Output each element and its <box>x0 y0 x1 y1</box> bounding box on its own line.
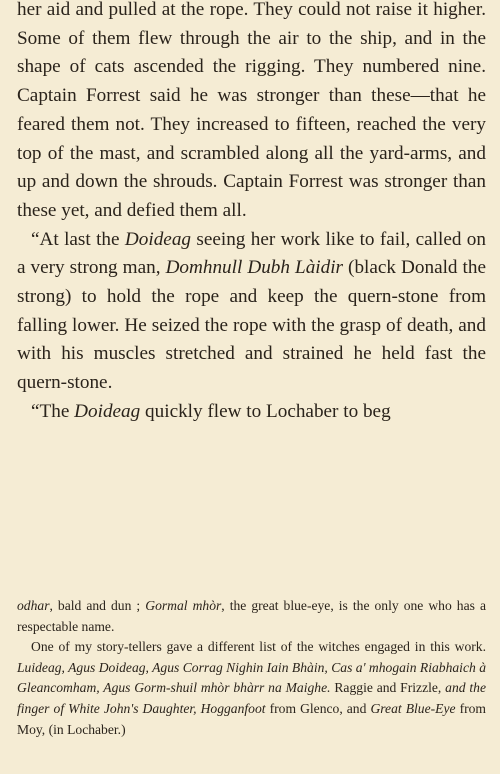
paragraph-2-text-a: “At last the <box>31 228 125 250</box>
paragraph-2-text-b: seeing her work like to fail, called on a very strong man, <box>17 228 486 279</box>
footnote-2-text-c: from Glenco, and <box>265 700 371 716</box>
footnote-2-text-b: Raggie and Frizzle, <box>330 680 446 696</box>
main-text <box>17 0 486 427</box>
footnote-2-italic-a: Luideag, Agus Doideag, Agus Corrag Nighin Iain Bhàin, Cas a' mhogain Riabhaich à Gleancomham, Agus Gorm-shuil mhòr bhàrr na Maighe. <box>17 659 486 696</box>
paragraph-2-italic-a: Doideag <box>124 228 192 250</box>
footnote-2-text-d: from Moy, (in Lochaber.) <box>17 700 487 737</box>
footnote-1-italic-a: odhar <box>17 598 50 613</box>
footnote-1-text-b: , the great blue-eye, is the only one who has a respectable name. <box>17 598 486 634</box>
footnote-2-italic-c: Great Blue-Eye <box>370 700 456 716</box>
paragraph-3-text-b: quickly flew to Lochaber to beg <box>140 400 391 422</box>
footnote-2-text-a: One of my story-tellers gave a different list of the witches engaged in this work. <box>31 639 486 655</box>
footnote-1-text-a: , bald and dun ; <box>49 598 146 613</box>
paragraph-2-italic-b: Domhnull Dubh Làidir <box>165 257 344 279</box>
paragraph-1-text: her aid and pulled at the rope. They could not raise it higher. Some of them flew through the air to the ship, and in the shape of cats ascended the rigging. They numbered nine. Captain Forrest said he was stronger than these—that he feared them not. They increased to fifteen, reached the very top of the mast, and scrambled along all the yard-arms, and up and down the shrouds. Captain Forrest was stronger than these yet, and defied them all. <box>17 0 486 221</box>
paragraph-2 <box>17 226 486 398</box>
paragraph-2-text-c: (black Donald the strong) to hold the rope and keep the quern-stone from falling lower. He seized the rope with the grasp of death, and with his muscles stretched and strained he held fast the quern-stone. <box>17 257 486 394</box>
footnotes <box>17 596 486 740</box>
footnote-1-italic-b: Gormal mhòr <box>145 598 222 613</box>
paragraph-3 <box>17 398 486 427</box>
footnote-2 <box>17 637 486 740</box>
paragraph-1 <box>17 0 486 226</box>
footnote-2-italic-b: and the finger of White John's Daughter, Hogganfoot <box>17 680 486 716</box>
paragraph-3-italic-a: Doideag <box>74 400 141 422</box>
paragraph-3-text-a: “The <box>31 400 75 422</box>
footnote-1 <box>17 596 486 637</box>
